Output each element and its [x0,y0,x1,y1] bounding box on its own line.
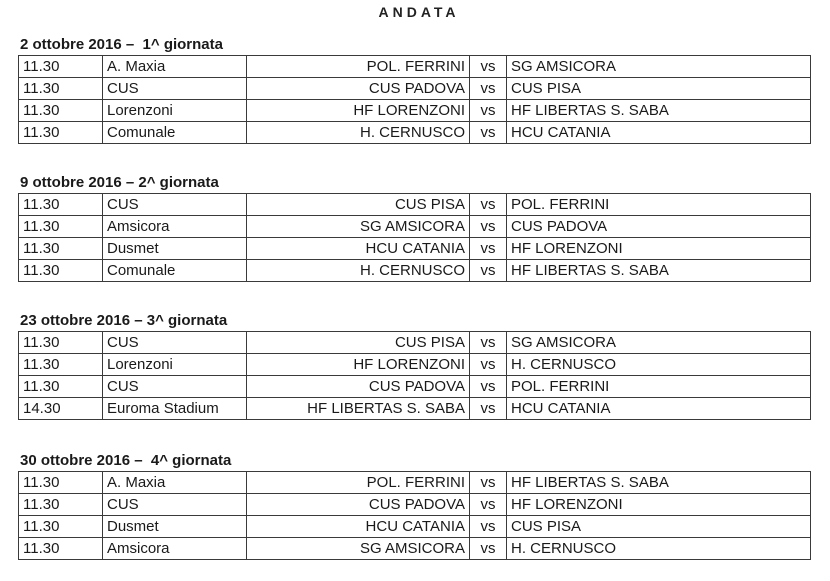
table-row [19,376,811,398]
away-team: CUS PADOVA [507,216,811,238]
versus-label: vs [470,260,507,282]
round-2-section [18,173,812,282]
match-venue: Dusmet [103,516,247,538]
home-team: CUS PADOVA [247,78,470,100]
match-venue: A. Maxia [103,56,247,78]
versus-label: vs [470,494,507,516]
versus-label: vs [470,472,507,494]
versus-label: vs [470,376,507,398]
versus-label: vs [470,56,507,78]
table-row [19,78,811,100]
versus-label: vs [470,194,507,216]
match-venue: Amsicora [103,538,247,560]
versus-label: vs [470,538,507,560]
match-time: 11.30 [19,332,103,354]
fixtures-table [18,55,811,144]
versus-label: vs [470,216,507,238]
round-1-section [18,35,812,144]
match-venue: Dusmet [103,238,247,260]
match-time: 11.30 [19,494,103,516]
match-time: 11.30 [19,354,103,376]
round-3-section [18,311,812,420]
match-time: 11.30 [19,122,103,144]
match-time: 11.30 [19,516,103,538]
home-team: CUS PISA [247,194,470,216]
match-time: 14.30 [19,398,103,420]
away-team: HF LORENZONI [507,238,811,260]
table-row [19,354,811,376]
away-team: H. CERNUSCO [507,538,811,560]
table-row [19,398,811,420]
match-venue: Comunale [103,260,247,282]
table-row [19,260,811,282]
home-team: CUS PADOVA [247,494,470,516]
match-time: 11.30 [19,100,103,122]
home-team: HCU CATANIA [247,516,470,538]
versus-label: vs [470,122,507,144]
away-team: HF LIBERTAS S. SABA [507,260,811,282]
versus-label: vs [470,516,507,538]
match-venue: CUS [103,78,247,100]
home-team: HF LIBERTAS S. SABA [247,398,470,420]
round-heading: 9 ottobre 2016 – 2^ giornata [20,174,219,191]
match-time: 11.30 [19,260,103,282]
match-time: 11.30 [19,56,103,78]
versus-label: vs [470,238,507,260]
away-team: SG AMSICORA [507,332,811,354]
match-venue: CUS [103,332,247,354]
round-heading: 2 ottobre 2016 – 1^ giornata [20,36,223,53]
away-team: HCU CATANIA [507,122,811,144]
match-venue: CUS [103,194,247,216]
page-title: ANDATA [378,4,460,20]
away-team: POL. FERRINI [507,376,811,398]
versus-label: vs [470,398,507,420]
match-venue: Comunale [103,122,247,144]
fixtures-table [18,193,811,282]
away-team: H. CERNUSCO [507,354,811,376]
home-team: POL. FERRINI [247,472,470,494]
match-time: 11.30 [19,78,103,100]
match-time: 11.30 [19,216,103,238]
table-row [19,122,811,144]
match-venue: Amsicora [103,216,247,238]
table-row [19,194,811,216]
table-row [19,238,811,260]
versus-label: vs [470,78,507,100]
home-team: SG AMSICORA [247,538,470,560]
round-heading: 30 ottobre 2016 – 4^ giornata [20,452,232,469]
home-team: SG AMSICORA [247,216,470,238]
table-row [19,472,811,494]
round-4-section [18,451,812,560]
fixtures-table [18,471,811,560]
match-venue: Euroma Stadium [103,398,247,420]
away-team: HF LIBERTAS S. SABA [507,100,811,122]
fixtures-table [18,331,811,420]
table-row [19,538,811,560]
match-time: 11.30 [19,376,103,398]
table-row [19,516,811,538]
away-team: SG AMSICORA [507,56,811,78]
round-heading: 23 ottobre 2016 – 3^ giornata [20,312,228,329]
match-venue: Lorenzoni [103,100,247,122]
match-time: 11.30 [19,238,103,260]
table-row [19,216,811,238]
away-team: CUS PISA [507,78,811,100]
away-team: CUS PISA [507,516,811,538]
home-team: H. CERNUSCO [247,122,470,144]
home-team: POL. FERRINI [247,56,470,78]
table-row [19,56,811,78]
table-row [19,494,811,516]
home-team: HCU CATANIA [247,238,470,260]
match-venue: CUS [103,376,247,398]
table-row [19,100,811,122]
away-team: POL. FERRINI [507,194,811,216]
home-team: CUS PADOVA [247,376,470,398]
match-time: 11.30 [19,472,103,494]
match-time: 11.30 [19,194,103,216]
match-venue: Lorenzoni [103,354,247,376]
versus-label: vs [470,332,507,354]
home-team: HF LORENZONI [247,354,470,376]
home-team: CUS PISA [247,332,470,354]
match-venue: A. Maxia [103,472,247,494]
match-venue: CUS [103,494,247,516]
home-team: HF LORENZONI [247,100,470,122]
away-team: HCU CATANIA [507,398,811,420]
versus-label: vs [470,100,507,122]
home-team: H. CERNUSCO [247,260,470,282]
away-team: HF LIBERTAS S. SABA [507,472,811,494]
table-row [19,332,811,354]
away-team: HF LORENZONI [507,494,811,516]
versus-label: vs [470,354,507,376]
match-time: 11.30 [19,538,103,560]
